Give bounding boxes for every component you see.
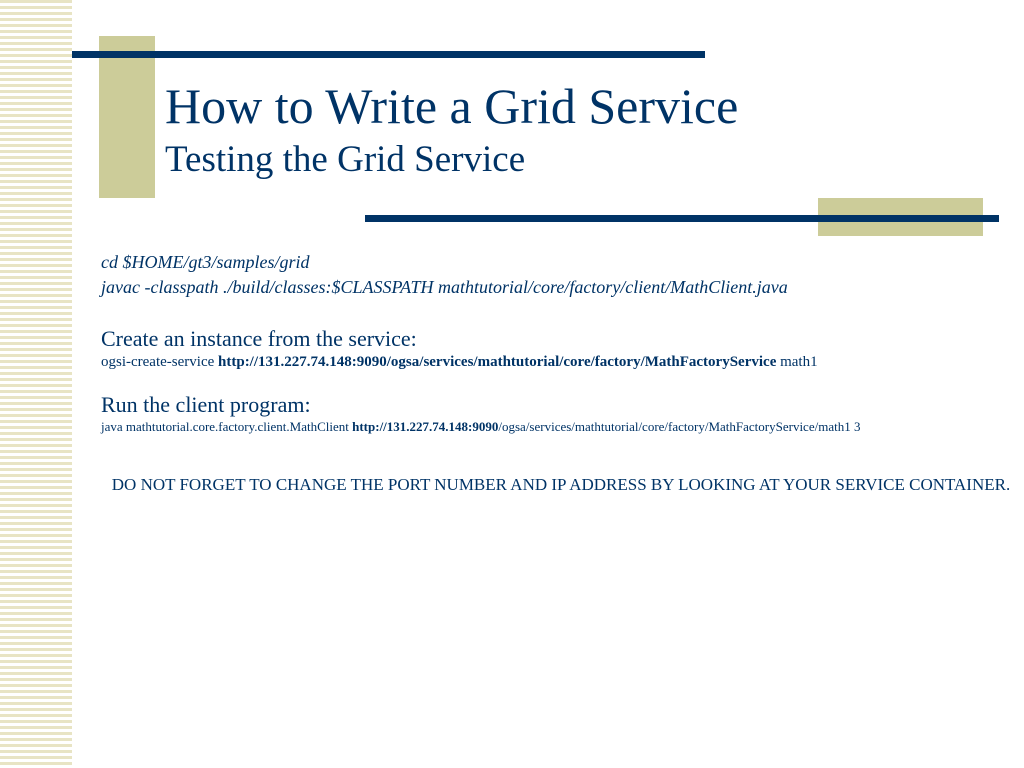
warning-note: DO NOT FORGET TO CHANGE THE PORT NUMBER AND IP ADDRESS BY LOOKING AT YOUR SERVICE CONTAINER.	[111, 475, 1011, 494]
create-instance-heading: Create an instance from the service:	[101, 326, 417, 351]
create-cmd-url: http://131.227.74.148:9090/ogsa/services/mathtutorial/core/factory/MathFactoryService	[218, 354, 777, 370]
title-accent-block	[99, 36, 155, 198]
run-cmd-prefix: java mathtutorial.core.factory.client.MathClient	[101, 419, 353, 434]
top-accent-bar	[72, 51, 705, 58]
slide-subtitle: Testing the Grid Service	[165, 139, 526, 180]
javac-command: javac -classpath ./build/classes:$CLASSPATH mathtutorial/core/factory/client/MathClient.java	[101, 277, 788, 297]
create-service-command	[101, 352, 981, 372]
create-cmd-prefix: ogsi-create-service	[101, 354, 219, 370]
run-cmd-url: http://131.227.74.148:9090	[352, 419, 499, 434]
slide-title: How to Write a Grid Service	[165, 78, 739, 134]
run-client-command	[101, 418, 981, 436]
decorative-stripes	[0, 0, 72, 768]
cd-command: cd $HOME/gt3/samples/grid	[101, 252, 310, 272]
run-cmd-suffix: /ogsa/services/mathtutorial/core/factory/MathFactoryService/math1 3	[498, 419, 861, 434]
create-cmd-suffix: math1	[776, 354, 818, 370]
run-client-heading: Run the client program:	[101, 392, 311, 417]
slide-content	[101, 250, 981, 436]
bottom-accent-bar	[365, 215, 999, 222]
